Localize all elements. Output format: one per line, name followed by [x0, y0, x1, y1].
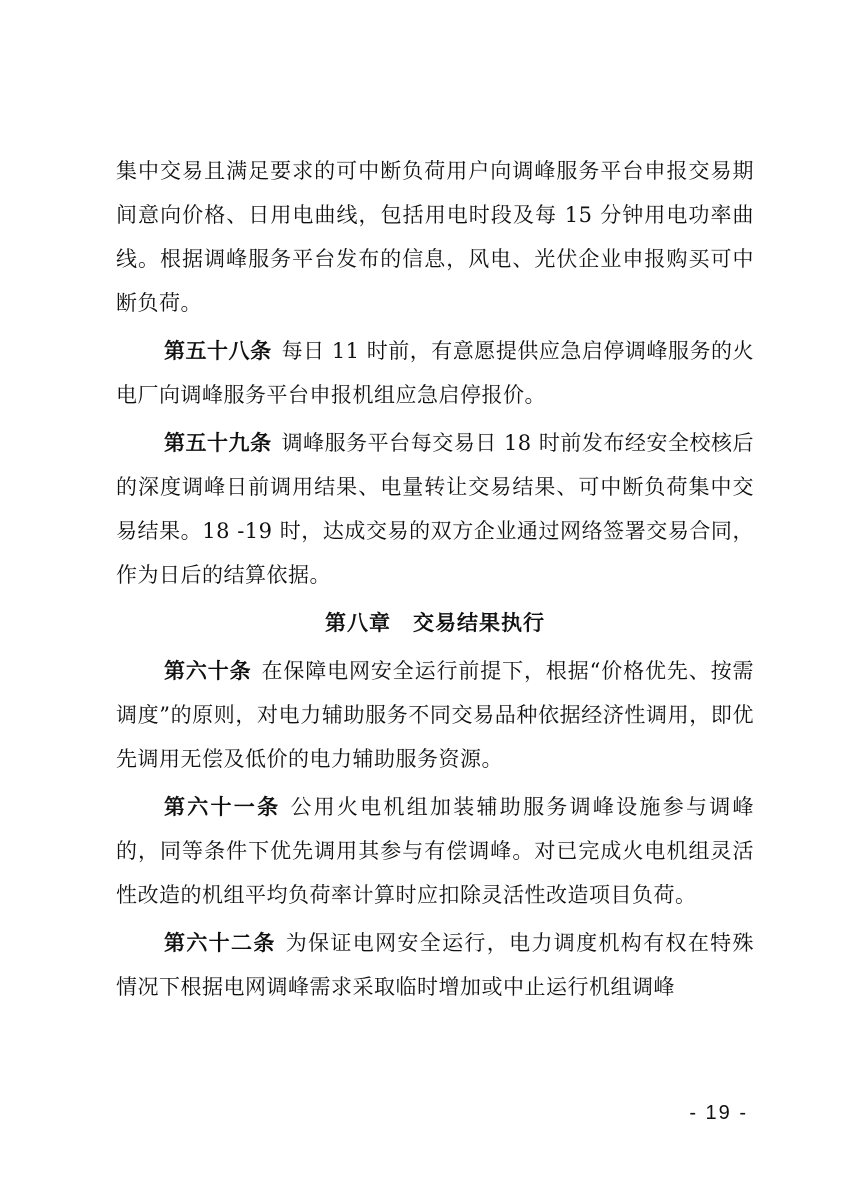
article-number: 第五十九条 [164, 431, 272, 455]
article-number: 第五十八条 [164, 339, 272, 363]
article-text: 调峰服务平台每交易日 18 时前发布经安全校核后的深度调峰日前调用结果、电量转让交易结果、可中断负荷集中交易结果。18 -19 时，达成交易的双方企业通过网络签署交易合同，作为日后的结算依据。 [116, 431, 755, 587]
article-60 [116, 649, 754, 781]
chapter-title: 第八章 交易结果执行 [325, 611, 545, 635]
article-number: 第六十条 [164, 659, 252, 683]
paragraph-continuation [116, 149, 754, 325]
article-58 [116, 329, 754, 417]
article-text: 为保证电网安全运行，电力调度机构有权在特殊情况下根据电网调峰需求采取临时增加或中止运行机组调峰 [116, 931, 755, 999]
article-number: 第六十一条 [164, 795, 281, 819]
paragraph-text: 集中交易且满足要求的可中断负荷用户向调峰服务平台申报交易期间意向价格、日用电曲线，包括用电时段及每 15 分钟用电功率曲线。根据调峰服务平台发布的信息，风电、光伏企业申报购买可中断负荷。 [116, 159, 754, 315]
document-body [116, 149, 754, 1013]
article-59 [116, 421, 754, 597]
article-text: 在保障电网安全运行前提下，根据“价格优先、按需调度”的原则，对电力辅助服务不同交易品种依据经济性调用，即优先调用无偿及低价的电力辅助服务资源。 [116, 659, 755, 771]
article-61 [116, 785, 754, 917]
article-62 [116, 921, 754, 1009]
article-text: 公用火电机组加装辅助服务调峰设施参与调峰的，同等条件下优先调用其参与有偿调峰。对已完成火电机组灵活性改造的机组平均负荷率计算时应扣除灵活性改造项目负荷。 [116, 795, 755, 907]
article-number: 第六十二条 [164, 931, 276, 955]
article-text: 每日 11 时前，有意愿提供应急启停调峰服务的火电厂向调峰服务平台申报机组应急启停报价。 [116, 339, 755, 407]
page-number: - 19 - [689, 1102, 748, 1124]
